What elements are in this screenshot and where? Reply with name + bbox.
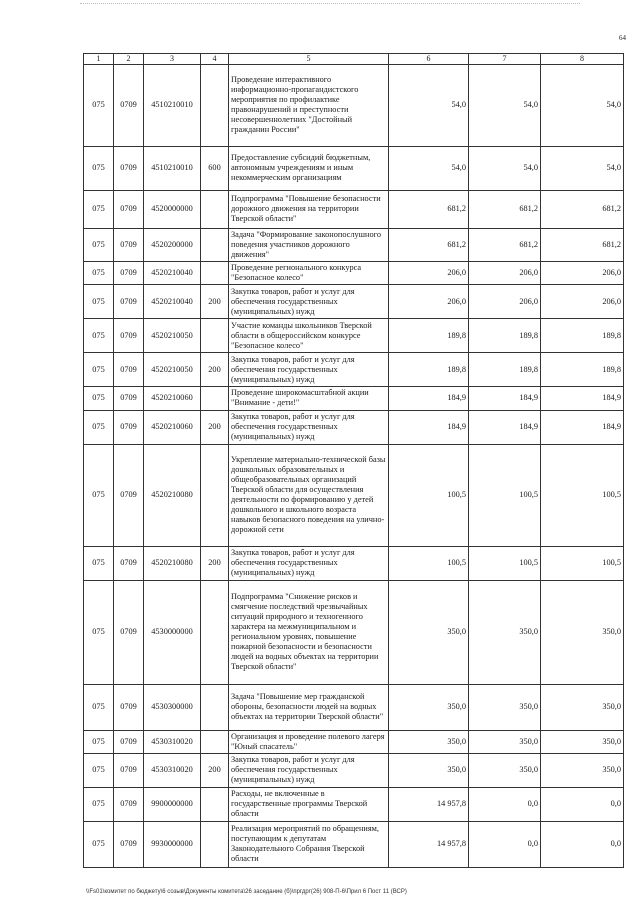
table-row — [84, 753, 624, 787]
table-row — [84, 684, 624, 730]
target-article-cell: 4530310020 — [144, 753, 201, 787]
expense-type-cell — [201, 387, 229, 410]
section-code-cell: 0709 — [114, 285, 144, 319]
description-cell: Укрепление материально-технической базы дошкольных образовательных и общеобразовательных организаций Тверской области для осуществления деятельности по формированию у детей дошкольного и школьного возраста навыков безопасного поведения на улично-дорожной сети — [229, 444, 389, 546]
table-row — [84, 821, 624, 867]
admin-code-cell: 075 — [84, 146, 114, 190]
description-cell: Организация и проведение полевого лагеря "Юный спасатель" — [229, 730, 389, 753]
description-cell: Задача "Повышение мер гражданской обороны, безопасности людей на водных объектах на территории Тверской области" — [229, 684, 389, 730]
description-cell: Закупка товаров, работ и услуг для обеспечения государственных (муниципальных) нужд — [229, 285, 389, 319]
section-code-cell: 0709 — [114, 730, 144, 753]
section-code-cell: 0709 — [114, 684, 144, 730]
amount-year2-cell: 681,2 — [469, 228, 541, 261]
amount-year2-cell: 54,0 — [469, 64, 541, 146]
section-code-cell: 0709 — [114, 228, 144, 261]
col-header-4: 4 — [201, 54, 229, 65]
description-cell: Закупка товаров, работ и услуг для обеспечения государственных (муниципальных) нужд — [229, 410, 389, 444]
file-path-footer: \\Fs01\комитет по бюджету\6 созыв\Документы комитета\26 заседание (б)\пргдрг(26) 908-П-6\Прил 6 Пост 11 (ВСР) — [86, 889, 407, 895]
admin-code-cell: 075 — [84, 319, 114, 353]
target-article-cell: 4510210010 — [144, 146, 201, 190]
expense-type-cell — [201, 580, 229, 684]
amount-year1-cell: 206,0 — [389, 285, 469, 319]
expense-type-cell: 200 — [201, 546, 229, 580]
target-article-cell: 4530310020 — [144, 730, 201, 753]
amount-year1-cell: 189,8 — [389, 353, 469, 387]
target-article-cell: 9930000000 — [144, 821, 201, 867]
amount-year1-cell: 681,2 — [389, 190, 469, 228]
column-number-row — [84, 54, 624, 65]
target-article-cell: 4530300000 — [144, 684, 201, 730]
amount-year2-cell: 54,0 — [469, 146, 541, 190]
amount-year3-cell: 206,0 — [541, 285, 624, 319]
admin-code-cell: 075 — [84, 285, 114, 319]
section-code-cell: 0709 — [114, 64, 144, 146]
admin-code-cell: 075 — [84, 821, 114, 867]
description-cell: Участие команды школьников Тверской области в общероссийском конкурсе "Безопасное колесо" — [229, 319, 389, 353]
description-cell: Проведение интерактивного информационно-пропагандистского мероприятия по профилактике правонарушений и преступности несовершеннолетних "Достойный гражданин России" — [229, 64, 389, 146]
section-code-cell: 0709 — [114, 753, 144, 787]
col-header-1: 1 — [84, 54, 114, 65]
expense-type-cell — [201, 821, 229, 867]
target-article-cell: 4520210040 — [144, 285, 201, 319]
target-article-cell: 4520210040 — [144, 262, 201, 285]
admin-code-cell: 075 — [84, 262, 114, 285]
target-article-cell: 4520210080 — [144, 444, 201, 546]
amount-year1-cell: 206,0 — [389, 262, 469, 285]
amount-year2-cell: 350,0 — [469, 753, 541, 787]
amount-year3-cell: 681,2 — [541, 228, 624, 261]
admin-code-cell: 075 — [84, 730, 114, 753]
admin-code-cell: 075 — [84, 787, 114, 821]
amount-year1-cell: 350,0 — [389, 730, 469, 753]
section-code-cell: 0709 — [114, 410, 144, 444]
amount-year3-cell: 0,0 — [541, 821, 624, 867]
table-row — [84, 580, 624, 684]
description-cell: Подпрограмма "Повышение безопасности дорожного движения на территории Тверской области" — [229, 190, 389, 228]
target-article-cell: 4520000000 — [144, 190, 201, 228]
expense-type-cell: 600 — [201, 146, 229, 190]
expense-type-cell — [201, 228, 229, 261]
table-row — [84, 730, 624, 753]
table-row — [84, 190, 624, 228]
table-row — [84, 353, 624, 387]
admin-code-cell: 075 — [84, 580, 114, 684]
admin-code-cell: 075 — [84, 546, 114, 580]
budget-table — [83, 53, 624, 868]
amount-year3-cell: 350,0 — [541, 730, 624, 753]
description-cell: Реализация мероприятий по обращениям, поступающим к депутатам Законодательного Собрания Тверской области — [229, 821, 389, 867]
amount-year2-cell: 681,2 — [469, 190, 541, 228]
table-row — [84, 262, 624, 285]
amount-year2-cell: 350,0 — [469, 684, 541, 730]
target-article-cell: 4530000000 — [144, 580, 201, 684]
description-cell: Задача "Формирование законопослушного поведения участников дорожного движения" — [229, 228, 389, 261]
section-code-cell: 0709 — [114, 821, 144, 867]
amount-year3-cell: 189,8 — [541, 319, 624, 353]
amount-year1-cell: 100,5 — [389, 444, 469, 546]
page-number: 64 — [619, 34, 626, 42]
target-article-cell: 4520210060 — [144, 410, 201, 444]
table-row — [84, 546, 624, 580]
description-cell: Закупка товаров, работ и услуг для обеспечения государственных (муниципальных) нужд — [229, 546, 389, 580]
target-article-cell: 4520200000 — [144, 228, 201, 261]
amount-year1-cell: 350,0 — [389, 753, 469, 787]
amount-year2-cell: 206,0 — [469, 262, 541, 285]
amount-year3-cell: 184,9 — [541, 410, 624, 444]
section-code-cell: 0709 — [114, 387, 144, 410]
section-code-cell: 0709 — [114, 190, 144, 228]
section-code-cell: 0709 — [114, 580, 144, 684]
table-row — [84, 410, 624, 444]
section-code-cell: 0709 — [114, 319, 144, 353]
admin-code-cell: 075 — [84, 64, 114, 146]
expense-type-cell — [201, 190, 229, 228]
expense-type-cell — [201, 64, 229, 146]
table-row — [84, 146, 624, 190]
amount-year1-cell: 350,0 — [389, 580, 469, 684]
amount-year3-cell: 350,0 — [541, 753, 624, 787]
amount-year1-cell: 100,5 — [389, 546, 469, 580]
amount-year2-cell: 350,0 — [469, 580, 541, 684]
amount-year2-cell: 206,0 — [469, 285, 541, 319]
expense-type-cell — [201, 319, 229, 353]
amount-year2-cell: 184,9 — [469, 387, 541, 410]
description-cell: Проведение регионального конкурса "Безопасное колесо" — [229, 262, 389, 285]
col-header-2: 2 — [114, 54, 144, 65]
admin-code-cell: 075 — [84, 684, 114, 730]
expense-type-cell — [201, 262, 229, 285]
table-row — [84, 787, 624, 821]
target-article-cell: 4520210050 — [144, 353, 201, 387]
amount-year3-cell: 189,8 — [541, 353, 624, 387]
amount-year3-cell: 350,0 — [541, 684, 624, 730]
amount-year3-cell: 100,5 — [541, 444, 624, 546]
expense-type-cell: 200 — [201, 410, 229, 444]
scan-artifact-line — [80, 3, 580, 6]
expense-type-cell — [201, 730, 229, 753]
target-article-cell: 4520210080 — [144, 546, 201, 580]
table-row — [84, 285, 624, 319]
amount-year2-cell: 189,8 — [469, 319, 541, 353]
table-row — [84, 228, 624, 261]
description-cell: Расходы, не включенные в государственные программы Тверской области — [229, 787, 389, 821]
amount-year2-cell: 0,0 — [469, 821, 541, 867]
amount-year3-cell: 184,9 — [541, 387, 624, 410]
amount-year2-cell: 100,5 — [469, 546, 541, 580]
expense-type-cell — [201, 444, 229, 546]
amount-year1-cell: 54,0 — [389, 146, 469, 190]
amount-year1-cell: 189,8 — [389, 319, 469, 353]
amount-year3-cell: 350,0 — [541, 580, 624, 684]
target-article-cell: 9900000000 — [144, 787, 201, 821]
admin-code-cell: 075 — [84, 190, 114, 228]
admin-code-cell: 075 — [84, 410, 114, 444]
amount-year3-cell: 54,0 — [541, 64, 624, 146]
section-code-cell: 0709 — [114, 146, 144, 190]
admin-code-cell: 075 — [84, 353, 114, 387]
section-code-cell: 0709 — [114, 262, 144, 285]
amount-year1-cell: 54,0 — [389, 64, 469, 146]
amount-year2-cell: 184,9 — [469, 410, 541, 444]
table-row — [84, 387, 624, 410]
col-header-7: 7 — [469, 54, 541, 65]
amount-year2-cell: 350,0 — [469, 730, 541, 753]
amount-year1-cell: 14 957,8 — [389, 821, 469, 867]
admin-code-cell: 075 — [84, 444, 114, 546]
target-article-cell: 4520210050 — [144, 319, 201, 353]
admin-code-cell: 075 — [84, 228, 114, 261]
table-row — [84, 319, 624, 353]
amount-year3-cell: 681,2 — [541, 190, 624, 228]
table-row — [84, 444, 624, 546]
amount-year2-cell: 100,5 — [469, 444, 541, 546]
amount-year2-cell: 189,8 — [469, 353, 541, 387]
col-header-5: 5 — [229, 54, 389, 65]
expense-type-cell — [201, 684, 229, 730]
col-header-8: 8 — [541, 54, 624, 65]
col-header-3: 3 — [144, 54, 201, 65]
section-code-cell: 0709 — [114, 787, 144, 821]
table-row — [84, 64, 624, 146]
amount-year1-cell: 14 957,8 — [389, 787, 469, 821]
amount-year1-cell: 350,0 — [389, 684, 469, 730]
expense-type-cell: 200 — [201, 753, 229, 787]
description-cell: Проведение широкомасштабной акции "Внимание - дети!" — [229, 387, 389, 410]
expense-type-cell — [201, 787, 229, 821]
amount-year3-cell: 0,0 — [541, 787, 624, 821]
target-article-cell: 4520210060 — [144, 387, 201, 410]
description-cell: Закупка товаров, работ и услуг для обеспечения государственных (муниципальных) нужд — [229, 353, 389, 387]
expense-type-cell: 200 — [201, 353, 229, 387]
amount-year1-cell: 184,9 — [389, 387, 469, 410]
amount-year3-cell: 100,5 — [541, 546, 624, 580]
admin-code-cell: 075 — [84, 753, 114, 787]
description-cell: Закупка товаров, работ и услуг для обеспечения государственных (муниципальных) нужд — [229, 753, 389, 787]
expense-type-cell: 200 — [201, 285, 229, 319]
amount-year1-cell: 184,9 — [389, 410, 469, 444]
section-code-cell: 0709 — [114, 444, 144, 546]
description-cell: Предоставление субсидий бюджетным, автономным учреждениям и иным некоммерческим организациям — [229, 146, 389, 190]
col-header-6: 6 — [389, 54, 469, 65]
amount-year2-cell: 0,0 — [469, 787, 541, 821]
description-cell: Подпрограмма "Снижение рисков и смягчение последствий чрезвычайных ситуаций природного и техногенного характера на межмуниципальном и региональном уровнях, повышение пожарной безопасности и безопасности людей на водных объектах на территории Тверской области" — [229, 580, 389, 684]
amount-year3-cell: 206,0 — [541, 262, 624, 285]
target-article-cell: 4510210010 — [144, 64, 201, 146]
admin-code-cell: 075 — [84, 387, 114, 410]
section-code-cell: 0709 — [114, 546, 144, 580]
section-code-cell: 0709 — [114, 353, 144, 387]
amount-year1-cell: 681,2 — [389, 228, 469, 261]
amount-year3-cell: 54,0 — [541, 146, 624, 190]
